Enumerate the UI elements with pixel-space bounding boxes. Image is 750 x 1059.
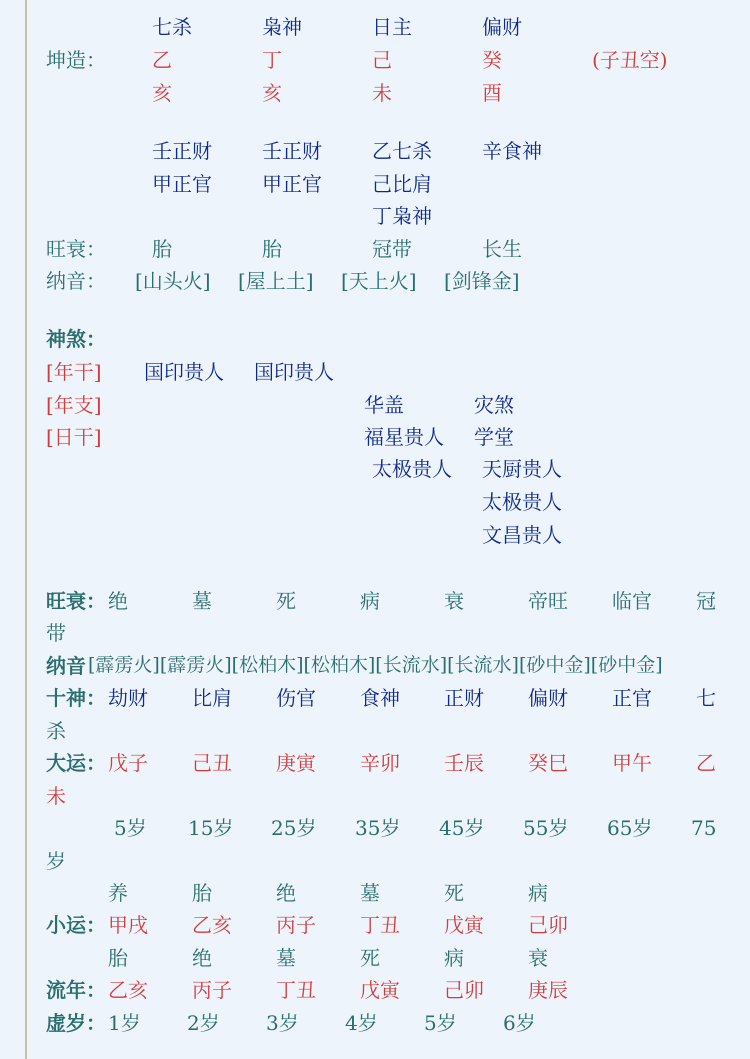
table-liunian-cell: 庚辰 (528, 978, 568, 1002)
table-ws-label: 旺衰： (46, 589, 106, 613)
hidden-stem: 甲正官 (262, 172, 322, 196)
shensha-item: 文昌贵人 (482, 523, 562, 547)
table-xiaoyun-ws-cell: 病 (444, 946, 464, 970)
shensha-item: 太极贵人 (482, 490, 562, 514)
nayin-value: [山头火] (135, 269, 211, 293)
nayin-value: [屋上土] (238, 269, 314, 293)
table-shishen-cell: 正官 (612, 686, 652, 710)
table-dayun-ws-cell: 病 (528, 881, 548, 905)
table-shishen-cell: 偏财 (528, 686, 568, 710)
table-shishen-wrap: 杀 (46, 719, 66, 743)
table-ws-cell: 冠 (696, 589, 716, 613)
wangshuai-value: 长生 (482, 237, 522, 261)
table-xusui-cell: 2岁 (187, 1011, 220, 1035)
table-dayun-cell: 辛卯 (360, 751, 400, 775)
hidden-stem: 丁枭神 (372, 204, 432, 228)
table-dayun-ws-cell: 胎 (192, 881, 212, 905)
stem-year: 乙 (152, 48, 172, 72)
shensha-row-label: [日干] (46, 425, 102, 449)
table-shishen-cell: 伤官 (276, 686, 316, 710)
table-ws-cell: 死 (276, 589, 296, 613)
table-age-cell: 65岁 (607, 816, 653, 840)
shensha-item: 国印贵人 (254, 360, 334, 384)
table-age-cell: 5岁 (114, 816, 147, 840)
shensha-item: 太极贵人 (372, 457, 452, 481)
shensha-row-label: [年干] (46, 360, 102, 384)
shensha-item: 华盖 (364, 393, 404, 417)
table-xiaoyun-ws-cell: 胎 (108, 946, 128, 970)
shensha-title: 神煞： (46, 327, 106, 351)
table-liunian-label: 流年： (46, 978, 106, 1002)
table-xiaoyun-ws-cell: 衰 (528, 946, 548, 970)
god-day: 日主 (372, 15, 412, 39)
table-ws-cell: 病 (360, 589, 380, 613)
table-xiaoyun-cell: 甲戌 (108, 913, 148, 937)
table-age-cell: 55岁 (523, 816, 569, 840)
table-age-cell: 45岁 (439, 816, 485, 840)
left-border-rule (25, 0, 27, 1059)
nayin-label: 纳音： (46, 269, 106, 293)
table-ws-cell: 帝旺 (528, 589, 568, 613)
table-shishen-label: 十神： (46, 686, 106, 710)
table-xiaoyun-label: 小运： (46, 913, 106, 937)
table-ws-wrap: 带 (46, 621, 66, 645)
table-age-cell: 15岁 (188, 816, 234, 840)
table-age-cell: 35岁 (355, 816, 401, 840)
table-xiaoyun-cell: 戊寅 (444, 913, 484, 937)
table-xiaoyun-cell: 丁丑 (360, 913, 400, 937)
stem-day: 己 (372, 48, 392, 72)
table-age-cell: 25岁 (271, 816, 317, 840)
nayin-value: [天上火] (341, 269, 417, 293)
table-ws-cell: 临官 (612, 589, 652, 613)
table-xiaoyun-cell: 己卯 (528, 913, 568, 937)
shensha-item: 国印贵人 (144, 360, 224, 384)
stem-hour: 癸 (482, 48, 502, 72)
table-dayun-cell: 乙 (696, 751, 716, 775)
table-dayun-ws-cell: 墓 (360, 881, 380, 905)
table-age-wrap: 岁 (46, 849, 66, 873)
table-xusui-cell: 3岁 (266, 1011, 299, 1035)
table-xiaoyun-ws-cell: 绝 (192, 946, 212, 970)
branch-hour: 酉 (482, 81, 502, 105)
table-xusui-cell: 1岁 (108, 1011, 141, 1035)
table-dayun-ws-cell: 养 (108, 881, 128, 905)
hidden-stem: 辛食神 (482, 139, 542, 163)
table-liunian-cell: 丙子 (192, 978, 232, 1002)
table-shishen-cell: 正财 (444, 686, 484, 710)
table-xiaoyun-cell: 丙子 (276, 913, 316, 937)
table-dayun-ws-cell: 死 (444, 881, 464, 905)
table-ws-cell: 墓 (192, 589, 212, 613)
table-shishen-cell: 劫财 (108, 686, 148, 710)
table-ws-cell: 衰 (444, 589, 464, 613)
table-dayun-label: 大运： (46, 751, 106, 775)
table-liunian-cell: 己卯 (444, 978, 484, 1002)
shensha-item: 福星贵人 (364, 425, 444, 449)
table-dayun-cell: 癸巳 (528, 751, 568, 775)
wangshuai-value: 胎 (152, 237, 172, 261)
shensha-item: 学堂 (474, 425, 514, 449)
table-xusui-cell: 4岁 (345, 1011, 378, 1035)
branch-day: 未 (372, 81, 392, 105)
table-dayun-cell: 庚寅 (276, 751, 316, 775)
god-year: 七杀 (152, 15, 192, 39)
table-ws-cell: 绝 (108, 589, 128, 613)
hidden-stem: 壬正财 (152, 139, 212, 163)
table-liunian-cell: 戊寅 (360, 978, 400, 1002)
stem-month: 丁 (262, 48, 282, 72)
kongwang-note: (子丑空) (592, 48, 668, 72)
table-xusui-label: 虚岁： (46, 1011, 106, 1035)
table-dayun-wrap: 未 (46, 784, 66, 808)
shensha-item: 灾煞 (474, 393, 514, 417)
table-dayun-cell: 戊子 (108, 751, 148, 775)
god-month: 枭神 (262, 15, 302, 39)
table-xiaoyun-ws-cell: 死 (360, 946, 380, 970)
nayin-value: [剑锋金] (444, 269, 520, 293)
table-shishen-cell: 七 (696, 686, 716, 710)
table-nayin-label: 纳音 (46, 654, 86, 678)
table-shishen-cell: 比肩 (192, 686, 232, 710)
god-hour: 偏财 (482, 15, 522, 39)
table-dayun-cell: 壬辰 (444, 751, 484, 775)
table-dayun-ws-cell: 绝 (276, 881, 296, 905)
table-liunian-cell: 丁丑 (276, 978, 316, 1002)
branch-year: 亥 (152, 81, 172, 105)
table-xusui-cell: 6岁 (503, 1011, 536, 1035)
table-liunian-cell: 乙亥 (108, 978, 148, 1002)
table-age-cell: 75 (691, 816, 717, 840)
table-shishen-cell: 食神 (360, 686, 400, 710)
shensha-item: 天厨贵人 (482, 457, 562, 481)
table-xusui-cell: 5岁 (424, 1011, 457, 1035)
wangshuai-value: 冠带 (372, 237, 412, 261)
table-nayin-text: [霹雳火][霹雳火][松柏木][松柏木][长流水][长流水][砂中金][砂中金] (88, 654, 663, 676)
kunzao-label: 坤造： (46, 48, 106, 72)
branch-month: 亥 (262, 81, 282, 105)
table-dayun-cell: 己丑 (192, 751, 232, 775)
wangshuai-value: 胎 (262, 237, 282, 261)
table-dayun-cell: 甲午 (612, 751, 652, 775)
hidden-stem: 己比肩 (372, 172, 432, 196)
shensha-row-label: [年支] (46, 393, 102, 417)
hidden-stem: 乙七杀 (372, 139, 432, 163)
table-xiaoyun-cell: 乙亥 (192, 913, 232, 937)
table-xiaoyun-ws-cell: 墓 (276, 946, 296, 970)
wangshuai-label: 旺衰： (46, 237, 106, 261)
hidden-stem: 壬正财 (262, 139, 322, 163)
hidden-stem: 甲正官 (152, 172, 212, 196)
